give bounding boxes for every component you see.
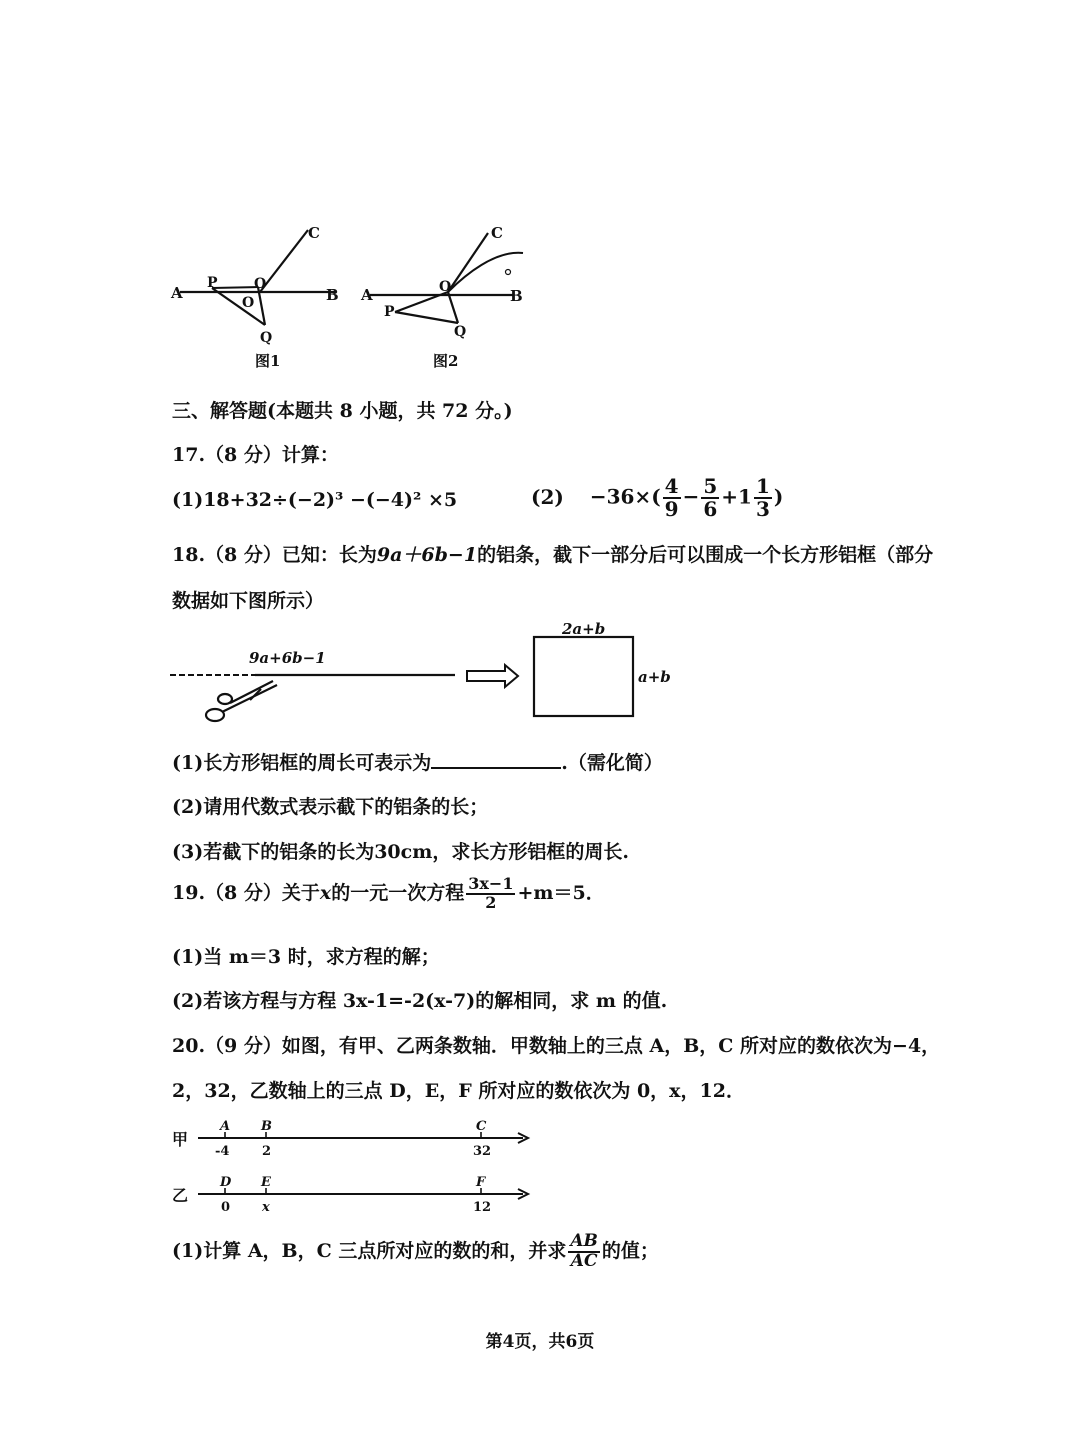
q17-part1 <box>172 489 457 511</box>
q18-sub1-b: .（需化简） <box>561 752 663 774</box>
q20-heading-2: 2，32，乙数轴上的三点 D，E，F 所对应的数依次为 0，x，12． <box>172 1080 745 1102</box>
q18-heading-2: 数据如下图所示） <box>172 590 325 612</box>
q18-sub1 <box>172 748 663 775</box>
figure-2 <box>355 215 545 375</box>
axis-yi-value-D: 0 <box>221 1200 231 1215</box>
q18-bar-label: 9a+6b−1 <box>249 649 326 667</box>
fig2-caption: 图2 <box>433 352 459 370</box>
q18-rect-side-label: a+b <box>638 668 671 686</box>
fig2-label-Q: Q <box>454 324 467 340</box>
q17-f2-den: 6 <box>703 497 718 521</box>
fig2-label-A: A <box>361 286 373 304</box>
q19-head-a: 19.（8 分）关于 <box>172 881 320 904</box>
q17-frac-3 <box>754 476 772 520</box>
axis-yi-point-E: E <box>261 1175 271 1190</box>
q17-frac-2 <box>701 476 719 520</box>
fig2-label-O: O <box>439 279 452 295</box>
q20-sub1-den: AC <box>570 1250 598 1271</box>
q19-head-b: 的一元一次方程 <box>331 881 465 904</box>
fig1-caption: 图1 <box>255 352 281 370</box>
q19-heading <box>172 876 605 912</box>
fig1-label-P: P <box>207 275 218 291</box>
q17-f2-num: 5 <box>703 474 718 498</box>
fig2-label-C: C <box>491 224 503 242</box>
page-footer: 第4页，共6页 <box>485 1332 595 1352</box>
q20-sub1-num: AB <box>570 1231 598 1251</box>
q19-frac-den: 2 <box>485 892 497 912</box>
q18-head-b: 的铝条，截下一部分后可以围成一个长方形铝框（部分 <box>477 544 934 566</box>
fig1-label-C: C <box>308 224 320 242</box>
axis-jia-value-B: 2 <box>262 1144 272 1159</box>
q18-diagram <box>165 615 685 740</box>
q19-sub1: (1)当 m＝3 时，求方程的解； <box>172 946 440 968</box>
fig1-label-B: B <box>326 286 339 304</box>
q17-f1-num: 4 <box>664 474 679 498</box>
fig1-label-A: A <box>171 284 183 302</box>
axis-jia-point-B: B <box>261 1119 272 1134</box>
axis-jia-point-A: A <box>220 1119 231 1134</box>
q17-part1-prefix: (1) <box>172 489 204 511</box>
q20-sub1-a: (1)计算 A，B，C 三点所对应的数的和，并求 <box>172 1239 567 1262</box>
q19-frac <box>466 876 515 912</box>
fig2-label-B: B <box>510 287 523 305</box>
q20-sub1 <box>172 1233 659 1271</box>
q19-head-c: +m＝5． <box>517 881 605 904</box>
q20-heading-1: 20.（9 分）如图，有甲、乙两条数轴．甲数轴上的三点 A，B，C 所对应的数依次为−4， <box>172 1035 941 1057</box>
fig1-label-O: O <box>254 276 267 292</box>
q17-f1-den: 9 <box>664 497 679 521</box>
q17-heading: 17.（8 分）计算： <box>172 444 339 466</box>
axis-yi-value-F: 12 <box>473 1200 492 1215</box>
q18-head-a: 18.（8 分）已知：长为 <box>172 544 377 566</box>
q17-f3-num: 1 <box>755 474 770 498</box>
q17-plus-one: +1 <box>721 484 752 509</box>
q17-frac-1 <box>663 476 681 520</box>
q17-close: ) <box>773 484 784 509</box>
answer-blank[interactable] <box>431 751 561 769</box>
q20-sub1-frac <box>568 1233 600 1271</box>
section-3-heading: 三、解答题(本题共 8 小题，共 72 分。) <box>172 400 513 422</box>
axis-jia-value-C: 32 <box>473 1144 492 1159</box>
q17-part2 <box>531 476 783 520</box>
axis-yi-value-E: x <box>262 1200 270 1215</box>
q17-part2-prefix: (2) <box>531 484 564 509</box>
q18-heading-1 <box>172 540 933 567</box>
axis-jia-point-C: C <box>476 1119 487 1134</box>
q17-minus: − <box>682 484 700 509</box>
axis-jia-name: 甲 <box>172 1130 189 1149</box>
figure-1 <box>165 215 355 375</box>
q18-sub1-a: (1)长方形铝框的周长可表示为 <box>172 752 432 774</box>
q19-x: x <box>319 881 332 904</box>
q17-part2-lead: −36×( <box>589 484 661 509</box>
q17-part1-expr: 18+32÷(−2)³ −(−4)² ×5 <box>203 489 458 511</box>
q19-frac-num: 3x−1 <box>468 874 514 893</box>
q19-sub2: (2)若该方程与方程 3x-1=-2(x-7)的解相同，求 m 的值. <box>172 990 668 1012</box>
scissors-icon <box>206 681 277 721</box>
axis-jia-value-A: -4 <box>215 1144 230 1159</box>
q18-sub2: (2)请用代数式表示截下的铝条的长； <box>172 796 489 818</box>
q20-sub1-b: 的值； <box>601 1239 659 1262</box>
q18-expr: 9a＋6b−1 <box>376 544 478 566</box>
fig2-label-P: P <box>384 304 395 320</box>
fig1-label-Q: Q <box>260 330 273 346</box>
q20-number-lines <box>168 1110 538 1220</box>
arrow-right-icon <box>467 665 518 687</box>
fig1-label-O2: O <box>242 295 255 311</box>
axis-yi-name: 乙 <box>172 1186 189 1205</box>
q18-sub3: (3)若截下的铝条的长为30cm，求长方形铝框的周长. <box>172 841 629 863</box>
axis-yi-point-D: D <box>220 1175 232 1190</box>
axis-yi-point-F: F <box>476 1175 486 1190</box>
q17-f3-den: 3 <box>755 497 770 521</box>
q18-rect-top-label: 2a+b <box>562 620 606 638</box>
